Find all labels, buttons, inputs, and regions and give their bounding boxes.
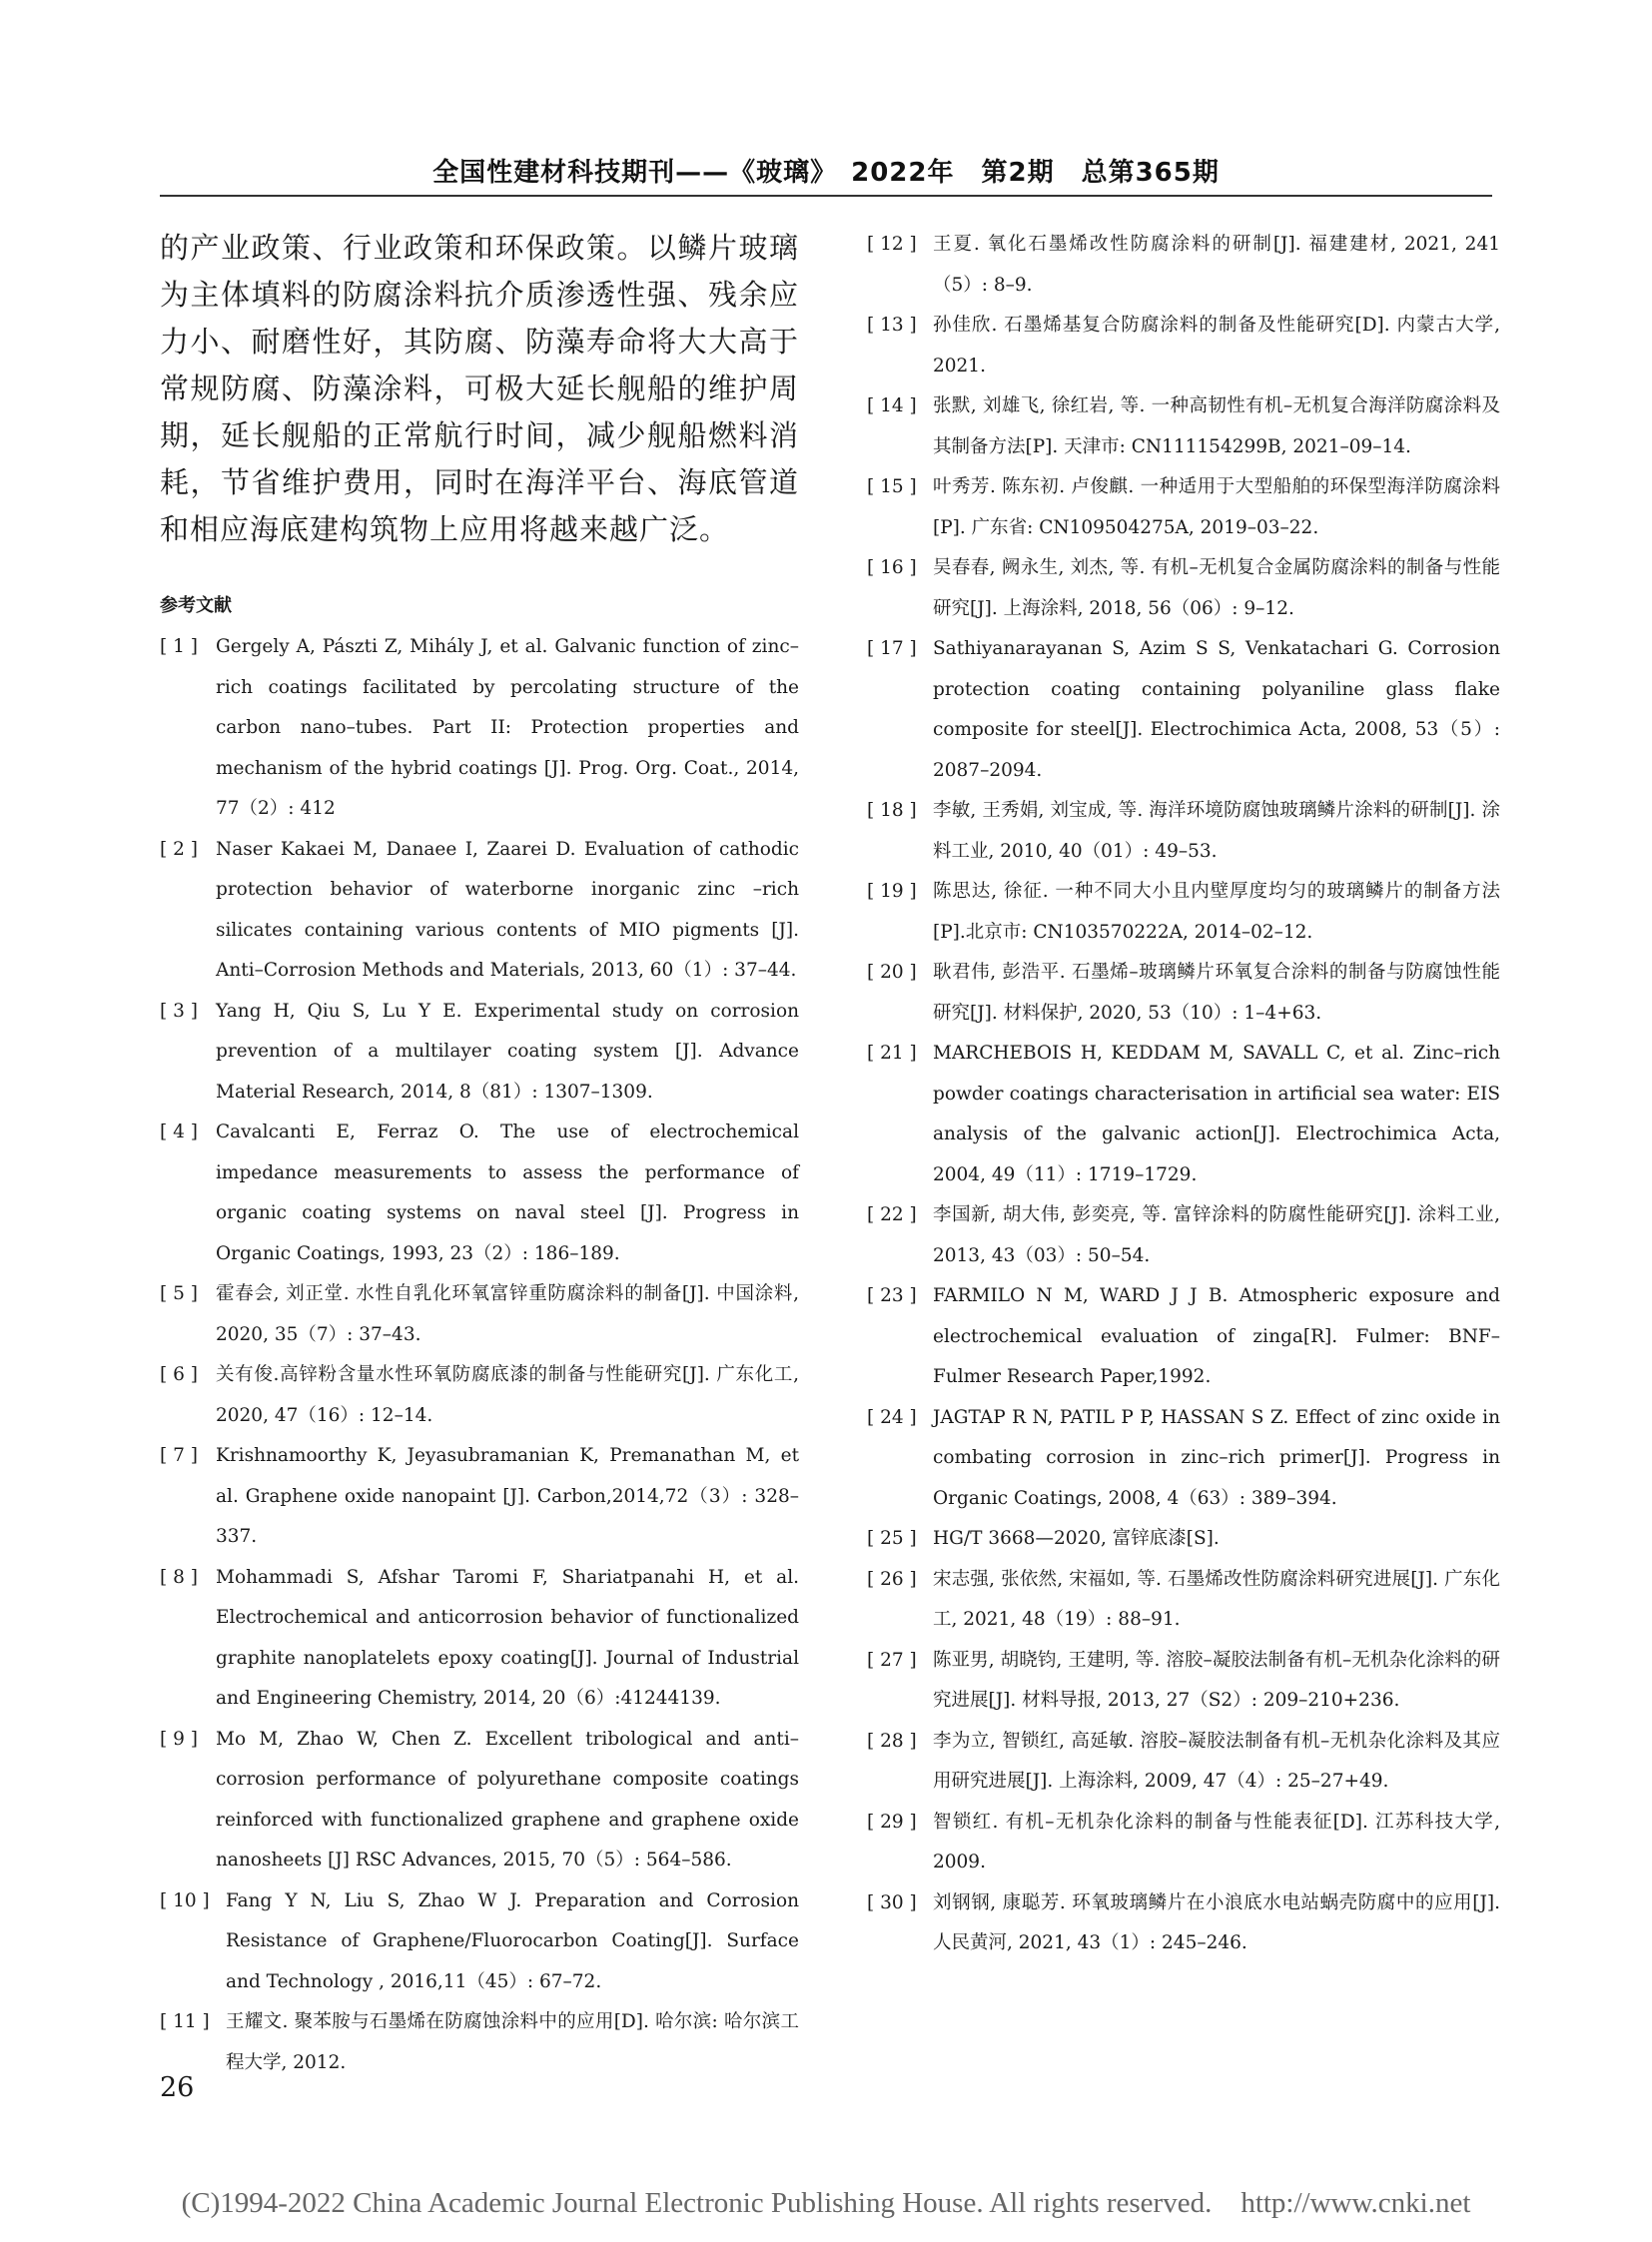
reference-number: [ 13 ] xyxy=(867,315,917,336)
reference-number: [ 18 ] xyxy=(867,800,917,821)
reference-number: [ 6 ] xyxy=(160,1364,198,1385)
reference-item xyxy=(160,1436,799,1558)
reference-item xyxy=(867,1195,1500,1276)
reference-text: Fang Y N, Liu S, Zhao W J. Preparation and Corrosion Resistance of Graphene/Fluorocarbon Coating[J]. Surface and Technology , 2016,11（45）: 67–72. xyxy=(226,1889,799,1992)
header-rule xyxy=(160,195,1492,197)
reference-number: [ 5 ] xyxy=(160,1283,198,1304)
reference-text: 耿君伟, 彭浩平. 石墨烯–玻璃鳞片环氧复合涂料的制备与防腐蚀性能研究[J]. 材料保护, 2020, 53（10）: 1–4+63. xyxy=(933,962,1500,1024)
reference-item xyxy=(160,992,799,1114)
reference-item xyxy=(867,953,1500,1034)
reference-number: [ 25 ] xyxy=(867,1528,917,1549)
reference-text: Gergely A, Pászti Z, Mihály J, et al. Galvanic function of zinc–rich coatings facilitated by percolating structure of the carbon nano–tubes. Part II: Protection properties and mechanism of the hybrid coatings [J]. Prog. Org. Coat., 2014, 77（2）: 412 xyxy=(216,636,799,819)
reference-number: [ 10 ] xyxy=(160,1889,210,1911)
reference-item xyxy=(160,1720,799,1881)
reference-item xyxy=(867,1883,1500,1964)
reference-text: 李为立, 智锁红, 高延敏. 溶胶–凝胶法制备有机–无机杂化涂料及其应用研究进展[J]. 上海涂料, 2009, 47（4）: 25–27+49. xyxy=(933,1730,1500,1792)
reference-item xyxy=(867,225,1500,306)
reference-number: [ 15 ] xyxy=(867,476,917,497)
reference-text: Sathiyanarayanan S, Azim S S, Venkatachari G. Corrosion protection coating containing polyaniline glass flake composite for steel[J]. Electrochimica Acta, 2008, 53（5）: 2087–2094. xyxy=(933,638,1500,781)
reference-text: 陈亚男, 胡晓钧, 王建明, 等. 溶胶–凝胶法制备有机–无机杂化涂料的研究进展[J]. 材料导报, 2013, 27（S2）: 209–210+236. xyxy=(933,1649,1500,1711)
reference-item xyxy=(160,1113,799,1274)
references-list-right xyxy=(867,225,1500,1964)
reference-number: [ 30 ] xyxy=(867,1891,917,1913)
reference-number: [ 7 ] xyxy=(160,1445,198,1466)
reference-number: [ 21 ] xyxy=(867,1043,917,1064)
reference-text: 陈思达, 徐征. 一种不同大小且内壁厚度均匀的玻璃鳞片的制备方法[P].北京市: CN103570222A, 2014–02–12. xyxy=(933,881,1500,943)
reference-number: [ 24 ] xyxy=(867,1406,917,1428)
reference-item xyxy=(867,1276,1500,1398)
reference-item xyxy=(867,386,1500,467)
reference-text: 智锁红. 有机–无机杂化涂料的制备与性能表征[D]. 江苏科技大学, 2009. xyxy=(933,1811,1500,1872)
reference-number: [ 19 ] xyxy=(867,881,917,902)
reference-text: 李敏, 王秀娟, 刘宝成, 等. 海洋环境防腐蚀玻璃鳞片涂料的研制[J]. 涂料工业, 2010, 40（01）: 49–53. xyxy=(933,800,1500,862)
reference-number: [ 2 ] xyxy=(160,838,198,860)
reference-item xyxy=(867,1722,1500,1803)
reference-number: [ 17 ] xyxy=(867,638,917,659)
reference-text: 宋志强, 张依然, 宋福如, 等. 石墨烯改性防腐涂料研究进展[J]. 广东化工, 2021, 48（19）: 88–91. xyxy=(933,1568,1500,1630)
reference-number: [ 9 ] xyxy=(160,1728,198,1750)
references-list-left xyxy=(160,627,799,2083)
reference-item xyxy=(867,1519,1500,1560)
reference-text: Krishnamoorthy K, Jeyasubramanian K, Premanathan M, et al. Graphene oxide nanopaint [J]. Carbon,2014,72（3）: 328–337. xyxy=(216,1445,799,1547)
reference-text: 刘钢钢, 康聪芳. 环氧玻璃鳞片在小浪底水电站蜗壳防腐中的应用[J]. 人民黄河, 2021, 43（1）: 245–246. xyxy=(933,1891,1500,1953)
reference-number: [ 12 ] xyxy=(867,234,917,255)
reference-item xyxy=(160,2002,799,2083)
reference-item xyxy=(867,872,1500,953)
reference-number: [ 14 ] xyxy=(867,395,917,416)
reference-item xyxy=(160,627,799,830)
reference-text: 孙佳欣. 石墨烯基复合防腐涂料的制备及性能研究[D]. 内蒙古大学, 2021. xyxy=(933,315,1500,376)
reference-text: Mohammadi S, Afshar Taromi F, Shariatpanahi H, et al. Electrochemical and anticorrosion behavior of functionalized graphite nanoplatelets epoxy coating[J]. Journal of Industrial and Engineering Chemistry, 2014, 20（6）:41244139. xyxy=(216,1566,799,1709)
reference-number: [ 8 ] xyxy=(160,1566,198,1588)
right-column xyxy=(867,225,1500,1964)
reference-text: Yang H, Qiu S, Lu Y E. Experimental study on corrosion prevention of a multilayer coating system [J]. Advance Material Research, 2014, 8（81）: 1307–1309. xyxy=(216,1000,799,1103)
references-heading: 参考文献 xyxy=(160,595,232,616)
reference-text: 叶秀芳. 陈东初. 卢俊麒. 一种适用于大型船舶的环保型海洋防腐涂料[P]. 广东省: CN109504275A, 2019–03–22. xyxy=(933,476,1500,538)
reference-text: HG/T 3668—2020, 富锌底漆[S]. xyxy=(933,1528,1220,1549)
reference-text: Mo M, Zhao W, Chen Z. Excellent tribological and anti–corrosion performance of polyurethane composite coatings reinforced with functionalized graphene and graphene oxide nanosheets [J] RSC Advances, 2015, 70（5）: 564–586. xyxy=(216,1728,799,1870)
reference-text: FARMILO N M, WARD J J B. Atmospheric exposure and electrochemical evaluation of zinga[R]. Fulmer: BNF–Fulmer Research Paper,1992. xyxy=(933,1285,1500,1387)
reference-text: JAGTAP R N, PATIL P P, HASSAN S Z. Effect of zinc oxide in combating corrosion in zinc–rich primer[J]. Progress in Organic Coatings, 2008, 4（63）: 389–394. xyxy=(933,1406,1500,1509)
reference-number: [ 29 ] xyxy=(867,1811,917,1833)
reference-item xyxy=(160,1274,799,1355)
reference-number: [ 28 ] xyxy=(867,1730,917,1752)
reference-number: [ 23 ] xyxy=(867,1285,917,1306)
reference-item xyxy=(867,1398,1500,1520)
reference-text: Naser Kakaei M, Danaee I, Zaarei D. Evaluation of cathodic protection behavior of waterborne inorganic zinc –rich silicates containing various contents of MIO pigments [J]. Anti–Corrosion Methods and Materials, 2013, 60（1）: 37–44. xyxy=(216,838,799,981)
reference-text: 张默, 刘雄飞, 徐红岩, 等. 一种高韧性有机–无机复合海洋防腐涂料及其制备方法[P]. 天津市: CN111154299B, 2021–09–14. xyxy=(933,395,1500,457)
reference-number: [ 1 ] xyxy=(160,636,198,657)
reference-number: [ 3 ] xyxy=(160,1000,198,1022)
reference-item xyxy=(867,629,1500,791)
reference-text: 吴春春, 阙永生, 刘杰, 等. 有机–无机复合金属防腐涂料的制备与性能研究[J]. 上海涂料, 2018, 56（06）: 9–12. xyxy=(933,557,1500,619)
reference-number: [ 16 ] xyxy=(867,557,917,578)
reference-item xyxy=(160,1558,799,1720)
body-paragraph: 的产业政策、行业政策和环保政策。以鳞片玻璃为主体填料的防腐涂料抗介质渗透性强、残余应力小、耐磨性好，其防腐、防藻寿命将大大高于常规防腐、防藻涂料，可极大延长舰船的维护周期，延长舰船的正常航行时间，减少舰船燃料消耗，节省维护费用，同时在海洋平台、海底管道和相应海底建构筑物上应用将越来越广泛。 xyxy=(160,231,799,546)
reference-text: 关有俊.高锌粉含量水性环氧防腐底漆的制备与性能研究[J]. 广东化工, 2020, 47（16）: 12–14. xyxy=(216,1364,799,1426)
reference-text: Cavalcanti E, Ferraz O. The use of electrochemical impedance measurements to assess the performance of organic coating systems on naval steel [J]. Progress in Organic Coatings, 1993, 23（2）: 186–189. xyxy=(216,1121,799,1264)
reference-item xyxy=(867,548,1500,629)
reference-item xyxy=(867,791,1500,872)
reference-number: [ 20 ] xyxy=(867,962,917,983)
reference-item xyxy=(867,1641,1500,1722)
reference-number: [ 26 ] xyxy=(867,1568,917,1590)
reference-item xyxy=(160,1355,799,1436)
left-column xyxy=(160,225,799,2083)
reference-item xyxy=(867,1803,1500,1883)
journal-header: 全国性建材科技期刊——《玻璃》 2022年 第2期 总第365期 xyxy=(432,158,1220,188)
reference-text: 王夏. 氧化石墨烯改性防腐涂料的研制[J]. 福建建材, 2021, 241（5）: 8–9. xyxy=(933,234,1500,296)
reference-text: 王耀文. 聚苯胺与石墨烯在防腐蚀涂料中的应用[D]. 哈尔滨: 哈尔滨工程大学, 2012. xyxy=(226,2011,799,2073)
page-number: 26 xyxy=(160,2072,195,2103)
reference-item xyxy=(867,1034,1500,1195)
reference-number: [ 22 ] xyxy=(867,1204,917,1225)
reference-number: [ 27 ] xyxy=(867,1649,917,1671)
reference-item xyxy=(867,306,1500,386)
reference-text: 霍春会, 刘正堂. 水性自乳化环氧富锌重防腐涂料的制备[J]. 中国涂料, 2020, 35（7）: 37–43. xyxy=(216,1283,799,1345)
reference-item xyxy=(160,1881,799,2003)
reference-item xyxy=(867,467,1500,548)
reference-text: MARCHEBOIS H, KEDDAM M, SAVALL C, et al. Zinc–rich powder coatings characterisation in artificial sea water: EIS analysis of the galvanic action[J]. Electrochimica Acta, 2004, 49（11）: 1719–1729. xyxy=(933,1043,1500,1185)
reference-item xyxy=(160,830,799,992)
copyright-footer: (C)1994-2022 China Academic Journal Electronic Publishing House. All rights reserved. http://www.cnki.net xyxy=(181,2187,1471,2219)
reference-number: [ 11 ] xyxy=(160,2011,210,2032)
reference-number: [ 4 ] xyxy=(160,1121,198,1142)
reference-text: 李国新, 胡大伟, 彭奕亮, 等. 富锌涂料的防腐性能研究[J]. 涂料工业, 2013, 43（03）: 50–54. xyxy=(933,1204,1500,1266)
reference-item xyxy=(867,1560,1500,1641)
